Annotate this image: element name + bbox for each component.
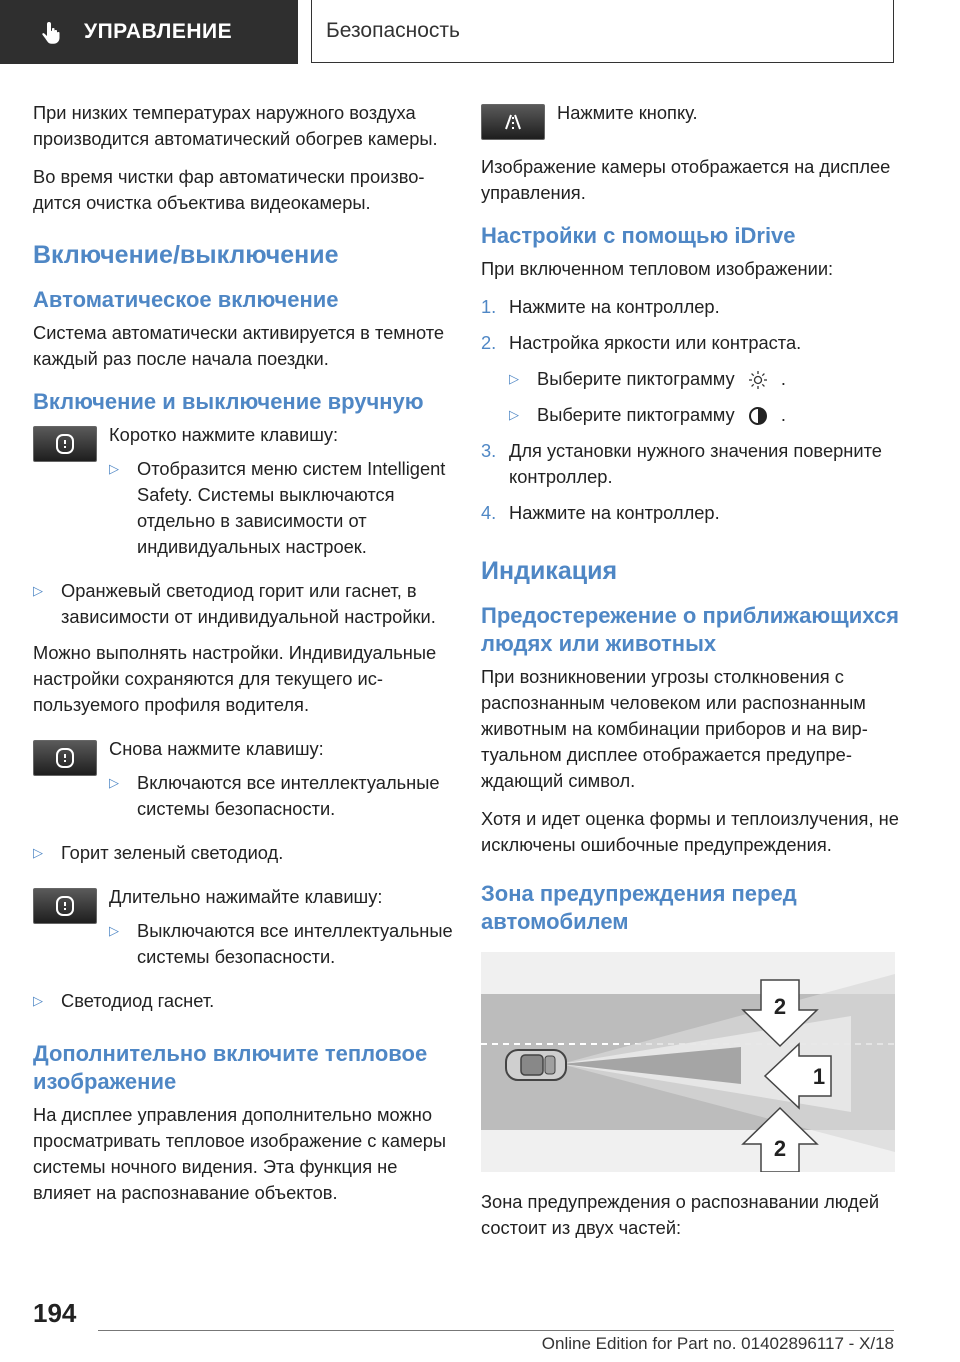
footer-divider	[98, 1330, 894, 1331]
again-press-row	[33, 736, 453, 832]
heading-indication: Индикация	[481, 557, 618, 585]
triangle-bullet-icon: ▷	[109, 775, 119, 790]
bullet-item: ▷ Горит зеленый светодиод.	[33, 840, 453, 866]
paragraph: Хотя и идет оценка формы и теплоизлучения, не исключены ошибочные предупреждения.	[481, 808, 899, 855]
section-title: Безопасность	[311, 0, 894, 63]
contrast-icon	[748, 406, 768, 426]
again-press-text: Снова нажмите клавишу:	[109, 738, 324, 759]
step-item: 2. Настройка яркости или контраста.	[481, 332, 802, 353]
triangle-bullet-icon: ▷	[509, 407, 519, 422]
triangle-bullet-icon: ▷	[109, 461, 119, 476]
triangle-bullet-icon: ▷	[509, 371, 519, 386]
paragraph: Система автоматически активируется в темноте каждый раз после начала поездки.	[33, 322, 445, 369]
short-press-text: Коротко нажмите клавишу:	[109, 424, 339, 445]
paragraph: Можно выполнять настройки. Индивидуальные настройки сохраняются для текущего используемого профиля водителя.	[33, 642, 437, 715]
short-press-row	[33, 422, 453, 570]
bullet-item: ▷ Отобразится меню систем Intelligent Safety. Системы выключаются отдельно в зависимости от индивидуальных настроек.	[109, 456, 453, 560]
paragraph: При включенном тепловом изображении:	[481, 258, 834, 279]
night-vision-key-icon	[502, 111, 524, 133]
car-icon	[506, 1050, 566, 1080]
heading-warning: Предостережение о приближающихся людях или животных	[481, 603, 900, 656]
hand-pointer-icon	[40, 19, 66, 45]
heading-thermal: Дополнительно включите тепловое изображение	[33, 1041, 428, 1094]
safety-key-icon	[54, 747, 76, 769]
camera-button-image	[481, 104, 545, 140]
triangle-bullet-icon: ▷	[33, 583, 43, 598]
safety-key-icon	[54, 433, 76, 455]
paragraph: При низких температурах наружного воздуха производится автоматический обогрев камеры.	[33, 102, 438, 149]
safety-button-image	[33, 740, 97, 776]
paragraph: Зона предупреждения о распознавании людей состоит из двух частей:	[481, 1191, 880, 1238]
safety-button-image	[33, 426, 97, 462]
safety-button-image	[33, 888, 97, 924]
heading-auto: Автоматическое включение	[33, 287, 339, 312]
bullet-item: ▷ Выключаются все интеллектуальные системы безопасности.	[109, 918, 453, 970]
svg-text:2: 2	[773, 994, 787, 1019]
chapter-tab	[0, 0, 298, 64]
safety-key-icon	[54, 895, 76, 917]
camera-button-row	[481, 100, 901, 140]
step-item: 1. Нажмите на контроллер.	[481, 296, 720, 317]
chapter-label: УПРАВЛЕНИЕ	[84, 20, 233, 43]
bullet-item: ▷ Светодиод гаснет.	[33, 988, 453, 1014]
sub-bullet-item: ▷ Выберите пиктограмму .	[509, 366, 901, 392]
step-item: 3. Для установки нужного значения поверните контроллер.	[481, 440, 882, 487]
press-button-text: Нажмите кнопку.	[557, 102, 698, 123]
svg-text:1: 1	[812, 1064, 826, 1089]
svg-text:2: 2	[773, 1136, 787, 1161]
heading-zone: Зона предупреждения перед автомобилем	[481, 881, 797, 934]
long-press-row	[33, 884, 453, 980]
step-item: 4. Нажмите на контроллер.	[481, 502, 720, 523]
triangle-bullet-icon: ▷	[33, 993, 43, 1008]
bullet-item: ▷ Включаются все интеллектуальные системы безопасности.	[109, 770, 453, 822]
heading-manual: Включение и выключение вручную	[33, 389, 424, 414]
left-column	[33, 100, 453, 1218]
right-column	[481, 100, 901, 1253]
edition-text: Online Edition for Part no. 01402896117 - X/18	[541, 1334, 894, 1353]
heading-idrive: Настройки с помощью iDrive	[481, 223, 796, 248]
paragraph: Во время чистки фар автоматически производится очистка объектива видеокамеры.	[33, 166, 425, 213]
triangle-bullet-icon: ▷	[109, 923, 119, 938]
paragraph: На дисплее управления дополнительно можно просматривать тепловое изображение с камеры системы ночного видения. Эта функция не влияет на распознавание объектов.	[33, 1104, 447, 1203]
long-press-text: Длительно нажимайте клавишу:	[109, 886, 383, 907]
heading-onoff: Включение/выключение	[33, 241, 339, 269]
sub-bullet-item: ▷ Выберите пиктограмму .	[509, 402, 901, 428]
warning-zone-diagram	[481, 952, 895, 1172]
brightness-icon	[748, 370, 768, 390]
bullet-item: ▷ Оранжевый светодиод горит или гаснет, в зависимости от индивидуальной настройки.	[33, 578, 453, 630]
paragraph: Изображение камеры отображается на дисплее управления.	[481, 156, 891, 203]
paragraph: При возникновении угрозы столкновения с распознанным человеком или распознанным животным на комбинации приборов и на виртуальном дисплее отображается предупреждающий символ.	[481, 666, 868, 791]
triangle-bullet-icon: ▷	[33, 845, 43, 860]
page-number: 194	[33, 1298, 77, 1328]
page-header	[0, 0, 960, 66]
